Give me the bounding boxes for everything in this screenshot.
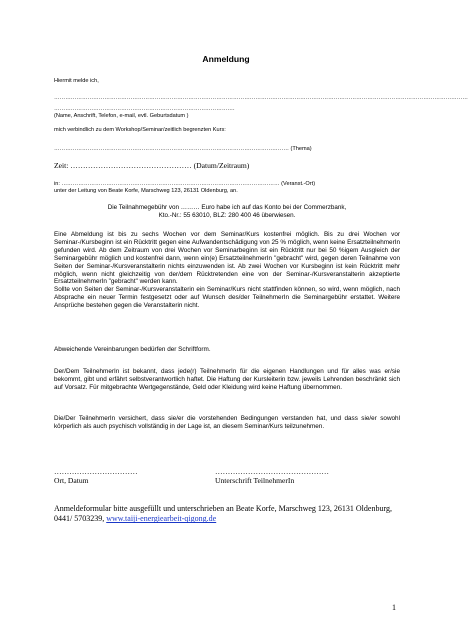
- footer-text: Anmeldeformular bitte ausgefüllt und unterschrieben an Beate Korfe, Marschweg 123, 26131 Oldenburg, 0441/ 5703239,: [54, 504, 392, 524]
- name-hint: (Name, Anschrift, Telefon, e-mail, evtl. Geburtsdatum ): [54, 113, 189, 119]
- page-title: Anmeldung: [202, 54, 250, 64]
- fee-line-2: Kto.-Nr.: 55 63010, BLZ: 280 400 46 überwiesen.: [158, 212, 296, 219]
- website-link[interactable]: www.taiji-energiearbeit-qigong.de: [106, 514, 217, 524]
- fill-line-full: ……………………………………………………………………………………………………………………………………………………………………………………………………: [54, 95, 468, 101]
- signature-right-dots: ………………………………………: [215, 467, 329, 476]
- cancellation-text: Eine Abmeldung ist bis zu sechs Wochen vor dem Seminar/Kurs kostenfrei möglich. Bis zu drei Wochen vor Seminar-/Kursbeginn ist ein Rücktritt gegen eine Aufwandentschädigung von 25 % möglich, wenn keine ErsatzteilnehmerIn gefunden wird. Ab dem Zeitraum von drei Wochen vor Seminarbeginn ist ein Rücktritt nur bei 50 %igem Ausgleich der Seminargebühr möglich und kostenfrei dann, wenn ein(e) ErsatzteilnehmerIn "gebracht" wird, gegen deren Teilnahme von Seiten der Seminar-/Kursveranstalterin nichts einzuwenden ist. Ab zwei Wochen vor Kursbeginn ist kein Rücktritt mehr möglich, wenn nicht gleichzeitig von der/dem Rücktretenden eine von der Seminar-/Kursveranstalterin akzeptierte ErsatzteilnehmerIn "gebracht" werden kann.: [54, 231, 400, 286]
- signature-left-dots: ……………………………: [54, 467, 138, 476]
- binding-text: mich verbindlich zu dem Workshop/Seminar/zeitlich begrenzten Kurs:: [54, 127, 226, 133]
- fill-line-name: …………………………………………………………………………………….: [54, 106, 235, 112]
- fee-line-1: Die Teilnahmegebühr von ……… Euro habe ich auf das Konto bei der Commerzbank,: [107, 204, 347, 211]
- footer-instructions: [54, 504, 404, 525]
- written-form-paragraph: Abweichende Vereinbarungen bedürfen der Schriftform.: [54, 346, 211, 353]
- signature-right-label: Unterschrift TeilnehmerIn: [215, 476, 295, 485]
- page-number: 1: [392, 603, 396, 612]
- liability-paragraph: Der/Dem TeilnehmerIn ist bekannt, dass jede(r) TeilnehmerIn für die eigenen Handlungen und für alles was er/sie bekommt, gibt und erfährt selbstverantwortlich haftet. Die Haftung der Kursleiterin bzw. jeweils Lehrenden beschränkt sich auf Vorsatz. Für mitgebrachte Wertgegenstände, Geld oder Kleidung wird keine Haftung übernommen.: [54, 368, 400, 391]
- leitung-line: unter der Leitung von Beate Korfe, Marschweg 123, 26131 Oldenburg, an.: [54, 188, 238, 194]
- theme-line: ……………………………………………………………………………………………………………… (Thema): [54, 146, 312, 152]
- assurance-paragraph: Die/Der TeilnehmerIn versichert, dass sie/er die vorstehenden Bedingungen verstanden hat, und dass sie/er sowohl körperlich als auch psychisch vollständig in der Lage ist, an diesem Seminar/Kurs teilzunehmen.: [54, 415, 400, 430]
- cancellation-text-2: Sollte von Seiten der Seminar-/Kursveranstalterin ein Seminar/Kurs nicht stattfinden können, so wird, wenn möglich, nach Absprache ein neuer Termin festgesetzt oder auf Wunsch des/der TeilnehmerIn die Seminargebühr erstattet. Weitere Ansprüche bestehen gegen die Veranstalterin nicht.: [54, 286, 400, 310]
- signature-left-label: Ort, Datum: [54, 476, 89, 485]
- cancellation-paragraph: [54, 231, 400, 310]
- location-line: in: ……………………………………………………………………………………………………… (Veranst.-Ort): [54, 181, 316, 187]
- intro-text: Hiermit melde ich,: [54, 78, 99, 84]
- zeit-line: Zeit: ………………………………………… (Datum/Zeitraum): [54, 161, 250, 170]
